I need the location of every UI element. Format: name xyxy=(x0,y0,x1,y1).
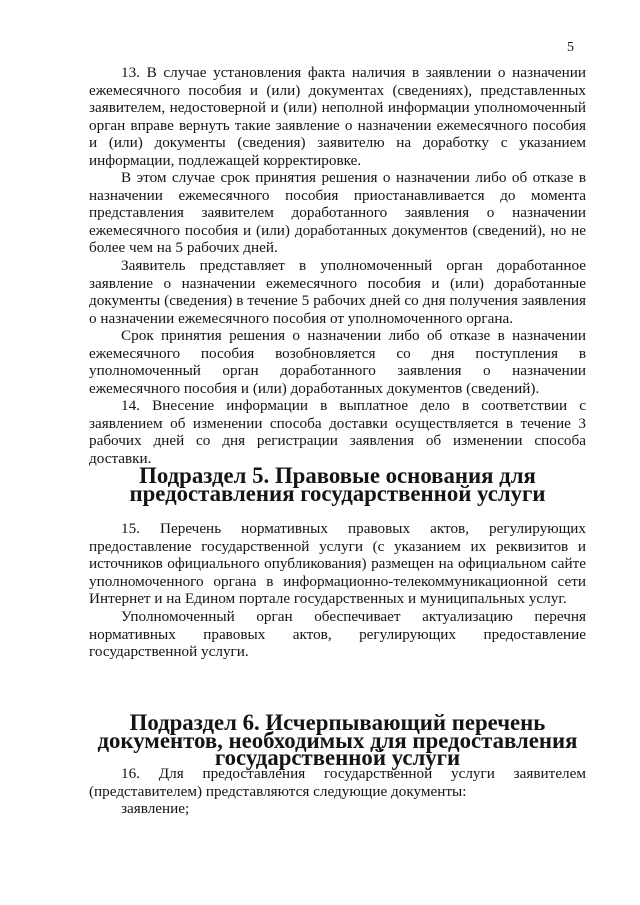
paragraph-14: 14. Внесение информации в выплатное дело в соответствии с заявлением об изменении способа доставки осуществляется в течение 3 рабочих дней со дня регистрации заявления об изменении способа доставки. xyxy=(89,397,586,467)
page-number: 5 xyxy=(567,40,574,55)
paragraph-16: 16. Для предоставления государственной услуги заявителем (представителем) представляются следующие документы: xyxy=(89,765,586,800)
paragraph-15: 15. Перечень нормативных правовых актов, регулирующих предоставление государственной услуги (с указанием их реквизитов и источников официального опубликования) размещен на официальном сайте уполномоченного органа в информационно-телекоммуникационной сети Интернет и на Едином портале государственных и муниципальных услуг. xyxy=(89,520,586,608)
paragraph-applicant-resubmission: Заявитель представляет в уполномоченный орган доработанное заявление о назначении ежемесячного пособия и (или) доработанные документы (сведения) в течение 5 рабочих дней со дня получения заявления о назначении ежемесячного пособия от уполномоченного органа. xyxy=(89,257,586,327)
paragraph-actualization: Уполномоченный орган обеспечивает актуализацию перечня нормативных правовых актов, регулирующих предоставление государственной услуги. xyxy=(89,608,586,661)
paragraph-13: 13. В случае установления факта наличия в заявлении о назначении ежемесячного пособия и (или) документах (сведениях), представленных заявителем, недостоверной и (или) неполной информации уполномоченный орган вправе вернуть такие заявление о назначении ежемесячного пособия и (или) документы (сведения) заявителю на доработку с указанием информации, подлежащей корректировке. xyxy=(89,64,586,169)
paragraph-suspension: В этом случае срок принятия решения о назначении либо об отказе в назначении ежемесячного пособия приостанавливается до момента представления заявителем доработанного заявления о назначении ежемесячного пособия и (или) доработанных документов (сведений), но не более чем на 5 рабочих дней. xyxy=(89,169,586,257)
subsection-5-heading: Подраздел 5. Правовые основания для предоставления государственной услуги xyxy=(129,463,546,506)
subsection-6-heading: Подраздел 6. Исчерпывающий перечень документов, необходимых для предоставления государственной услуги xyxy=(97,710,578,771)
paragraph-term-resumption: Срок принятия решения о назначении либо об отказе в назначении ежемесячного пособия возобновляется со дня поступления в уполномоченный орган доработанного заявления о назначении ежемесячного пособия и (или) доработанных документов (сведений). xyxy=(89,327,586,397)
list-item-application: заявление; xyxy=(121,800,190,817)
